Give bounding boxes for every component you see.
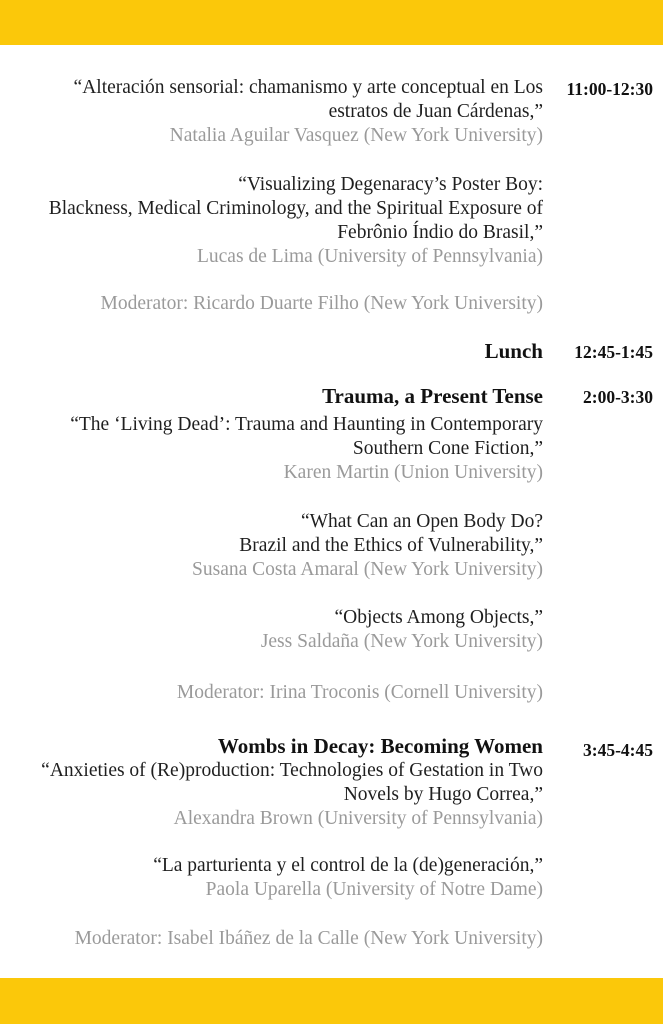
paper-title-line: “Anxieties of (Re)production: Technologies of Gestation in Two (41, 760, 543, 781)
session2-paper2 (13, 510, 543, 582)
session2-moderator: Moderator: Irina Troconis (Cornell University) (176, 682, 543, 703)
paper-title-line: “The ‘Living Dead’: Trauma and Haunting in Contemporary (70, 414, 543, 435)
bottom-band (0, 978, 663, 1024)
paper-title-line: Brazil and the Ethics of Vulnerability,” (239, 535, 543, 556)
paper-title-line: Novels by Hugo Correa,” (343, 784, 543, 805)
paper-title-line: “Objects Among Objects,” (334, 607, 543, 628)
session3-moderator: Moderator: Isabel Ibáñez de la Calle (New York University) (74, 928, 543, 949)
paper-title-line: Southern Cone Fiction,” (352, 438, 543, 459)
top-band (0, 0, 663, 45)
session2-paper1 (13, 413, 543, 485)
paper-title-line: estratos de Juan Cárdenas,” (328, 101, 543, 122)
session2-time: 2:00-3:30 (583, 387, 653, 407)
paper-title-line: “La parturienta y el control de la (de)generación,” (153, 855, 543, 876)
session1-time: 11:00-12:30 (566, 79, 653, 99)
session3-paper2 (13, 854, 543, 902)
paper-title-line: “What Can an Open Body Do? (300, 511, 543, 532)
session2-title: Trauma, a Present Tense (322, 384, 543, 408)
paper-title-line: “Visualizing Degenaracy’s Poster Boy: (238, 174, 543, 195)
paper-title-line: Blackness, Medical Criminology, and the Spiritual Exposure of (48, 198, 543, 219)
paper-author: Jess Saldaña (New York University) (260, 631, 543, 652)
paper-author: Karen Martin (Union University) (283, 462, 543, 483)
session1-paper2 (13, 173, 543, 269)
session3-time: 3:45-4:45 (583, 740, 653, 760)
session3-paper1 (13, 759, 543, 831)
paper-title-line: Febrônio Índio do Brasil,” (337, 222, 543, 243)
paper-title-line: “Alteración sensorial: chamanismo y arte conceptual en Los (73, 77, 543, 98)
lunch-label: Lunch (484, 339, 543, 363)
session3-title: Wombs in Decay: Becoming Women (217, 734, 543, 758)
paper-author: Susana Costa Amaral (New York University) (192, 559, 543, 580)
lunch-time: 12:45-1:45 (574, 342, 653, 362)
paper-author: Lucas de Lima (University of Pennsylvania) (196, 246, 543, 267)
paper-author: Alexandra Brown (University of Pennsylvania) (173, 808, 543, 829)
session2-paper3 (13, 606, 543, 654)
session1-moderator: Moderator: Ricardo Duarte Filho (New York University) (100, 293, 543, 314)
paper-author: Natalia Aguilar Vasquez (New York University) (169, 125, 543, 146)
paper-author: Paola Uparella (University of Notre Dame) (205, 879, 543, 900)
session1-paper1 (13, 76, 543, 148)
